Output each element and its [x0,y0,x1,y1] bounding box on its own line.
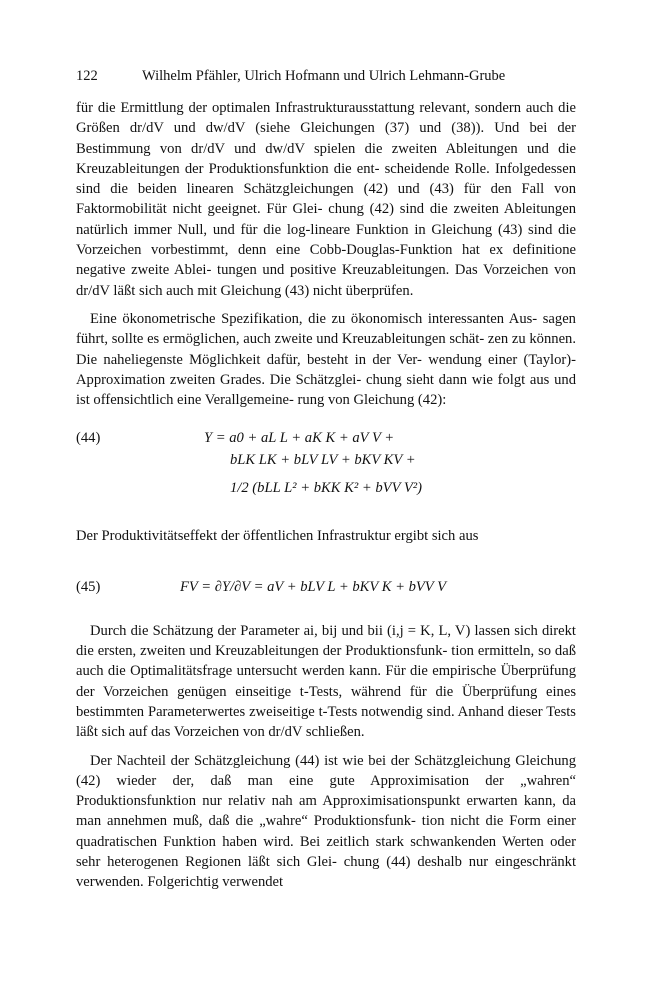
p4-line-3: tion ermitteln, so daß auch die Optimalitätsfrage untersucht werden kann. [76,643,576,680]
p5-line-5: tion nicht die Form einer quadratischen Funktion haben wird. Bei zeitlich [76,813,576,850]
p1-line-5: scheidende Rolle. Infolgedessen sind die beiden linearen Schätzgleichungen [76,160,576,198]
page-body [76,98,576,893]
p3-line-1: Der Produktivitätseffekt der öffentlichen Infrastruktur ergibt sich aus [76,528,479,545]
p2-line-1: Eine ökonometrische Spezifikation, die zu ökonomisch interessanten Aus- [90,310,538,327]
p1-line-9: denn eine Cobb-Douglas-Funktion hat ex definitione negative zweite Ablei- [76,242,576,279]
p2-line-3: zen zu können. Die naheliegenste Möglichkeit dafür, besteht in der Ver- [76,331,576,368]
p1-line-3: Und bei der Bestimmung von dr/dV und dw/dV spielen die zweiten [76,120,577,157]
p1-line-1: für die Ermittlung der optimalen Infrastrukturausstattung relevant, sondern [76,100,521,116]
p4-line-7: von dr/dV schließen. [242,724,365,741]
p1-line-7: chung (42) sind die zweiten Ableitungen natürlich immer Null, und für die [76,201,576,238]
paragraph-2 [76,309,576,410]
p5-line-6: stark schwankenden Werten oder sehr heterogenen Regionen läßt sich Glei- [76,833,576,871]
equation-44-line-2: bLK LK + bLV LV + bKV KV + [230,452,416,469]
p4-line-4: Für die empirische Überprüfung der Vorzeichen genügen einseitige t-Tests, [76,663,576,700]
p2-line-2: sagen führt, sollte es ermöglichen, auch zweite und Kreuzableitungen schät- [76,310,576,348]
p5-line-4: erwarten kann, da man annehmen muß, daß die „wahre“ Produktionsfunk- [76,793,576,830]
p5-line-2: Gleichung (42) wieder der, daß man eine gute Approximisation der [76,752,576,789]
equation-45-number: (45) [76,578,101,595]
p1-line-4: Ableitungen und die Kreuzableitungen der Produktionsfunktion die ent- [76,140,576,177]
equation-44 [76,428,576,520]
p5-line-3: „wahren“ Produktionsfunktion nur relativ nah am Approximisationspunkt [76,772,576,810]
p5-line-1: Der Nachteil der Schätzgleichung (44) ist wie bei der Schätzgleichung [90,752,511,769]
paragraph-5 [76,751,576,893]
equation-44-line-1: Y = a0 + aL L + aK K + aV V + [204,430,395,447]
p1-line-11: sich auch mit Gleichung (43) nicht überprüfen. [138,282,414,299]
equation-45 [76,567,576,607]
page-number: 122 [76,68,98,84]
p1-line-6: (42) und (43) für den Fall von Faktormobilität nicht geeignet. Für Glei- [76,181,576,218]
p5-line-7: chung (44) deshalb nur eingeschränkt verwenden. Folgerichtig verwendet [76,854,576,891]
p4-line-1: Durch die Schätzung der Parameter ai, bij und bii (i,j = K, L, V) lassen [90,622,511,639]
p2-line-4: wendung einer (Taylor)-Approximation zweiten Grades. Die Schätzglei- [76,351,576,388]
paragraph-4 [76,621,576,743]
p1-line-8: log-lineare Funktion in Gleichung (43) sind die Vorzeichen vorbestimmt, [76,221,576,259]
p2-line-5: chung sieht dann wie folgt aus und ist offensichtlich eine Verallgemeine- [76,371,576,409]
equation-44-number: (44) [76,430,101,447]
p4-line-6: t-Tests notwendig sind. Anhand dieser Tests läßt sich auf das Vorzeichen [76,703,576,741]
equation-44-line-3: 1/2 (bLL L² + bKK K² + bVV V²) [230,480,423,497]
p1-line-2: auch die Größen dr/dV und dw/dV (siehe Gleichungen (37) und (38)). [76,100,576,137]
p4-line-2: sich direkt die ersten, zweiten und Kreuzableitungen der Produktionsfunk- [76,622,576,660]
p1-line-10: tungen und positive Kreuzableitungen. Das Vorzeichen von dr/dV läßt [76,262,576,299]
running-head: Wilhelm Pfähler, Ulrich Hofmann und Ulrich Lehmann-Grube [142,68,506,84]
p4-line-5: während für die Überprüfung eines bestimmten Parameterwertes zweiseitige [76,683,576,720]
paragraph-1 [76,98,576,301]
p2-line-6: rung von Gleichung (42): [297,392,447,409]
paragraph-3 [76,526,576,546]
equation-45-expression: FV = ∂Y/∂V = aV + bLV L + bKV K + bVV V [180,578,446,595]
